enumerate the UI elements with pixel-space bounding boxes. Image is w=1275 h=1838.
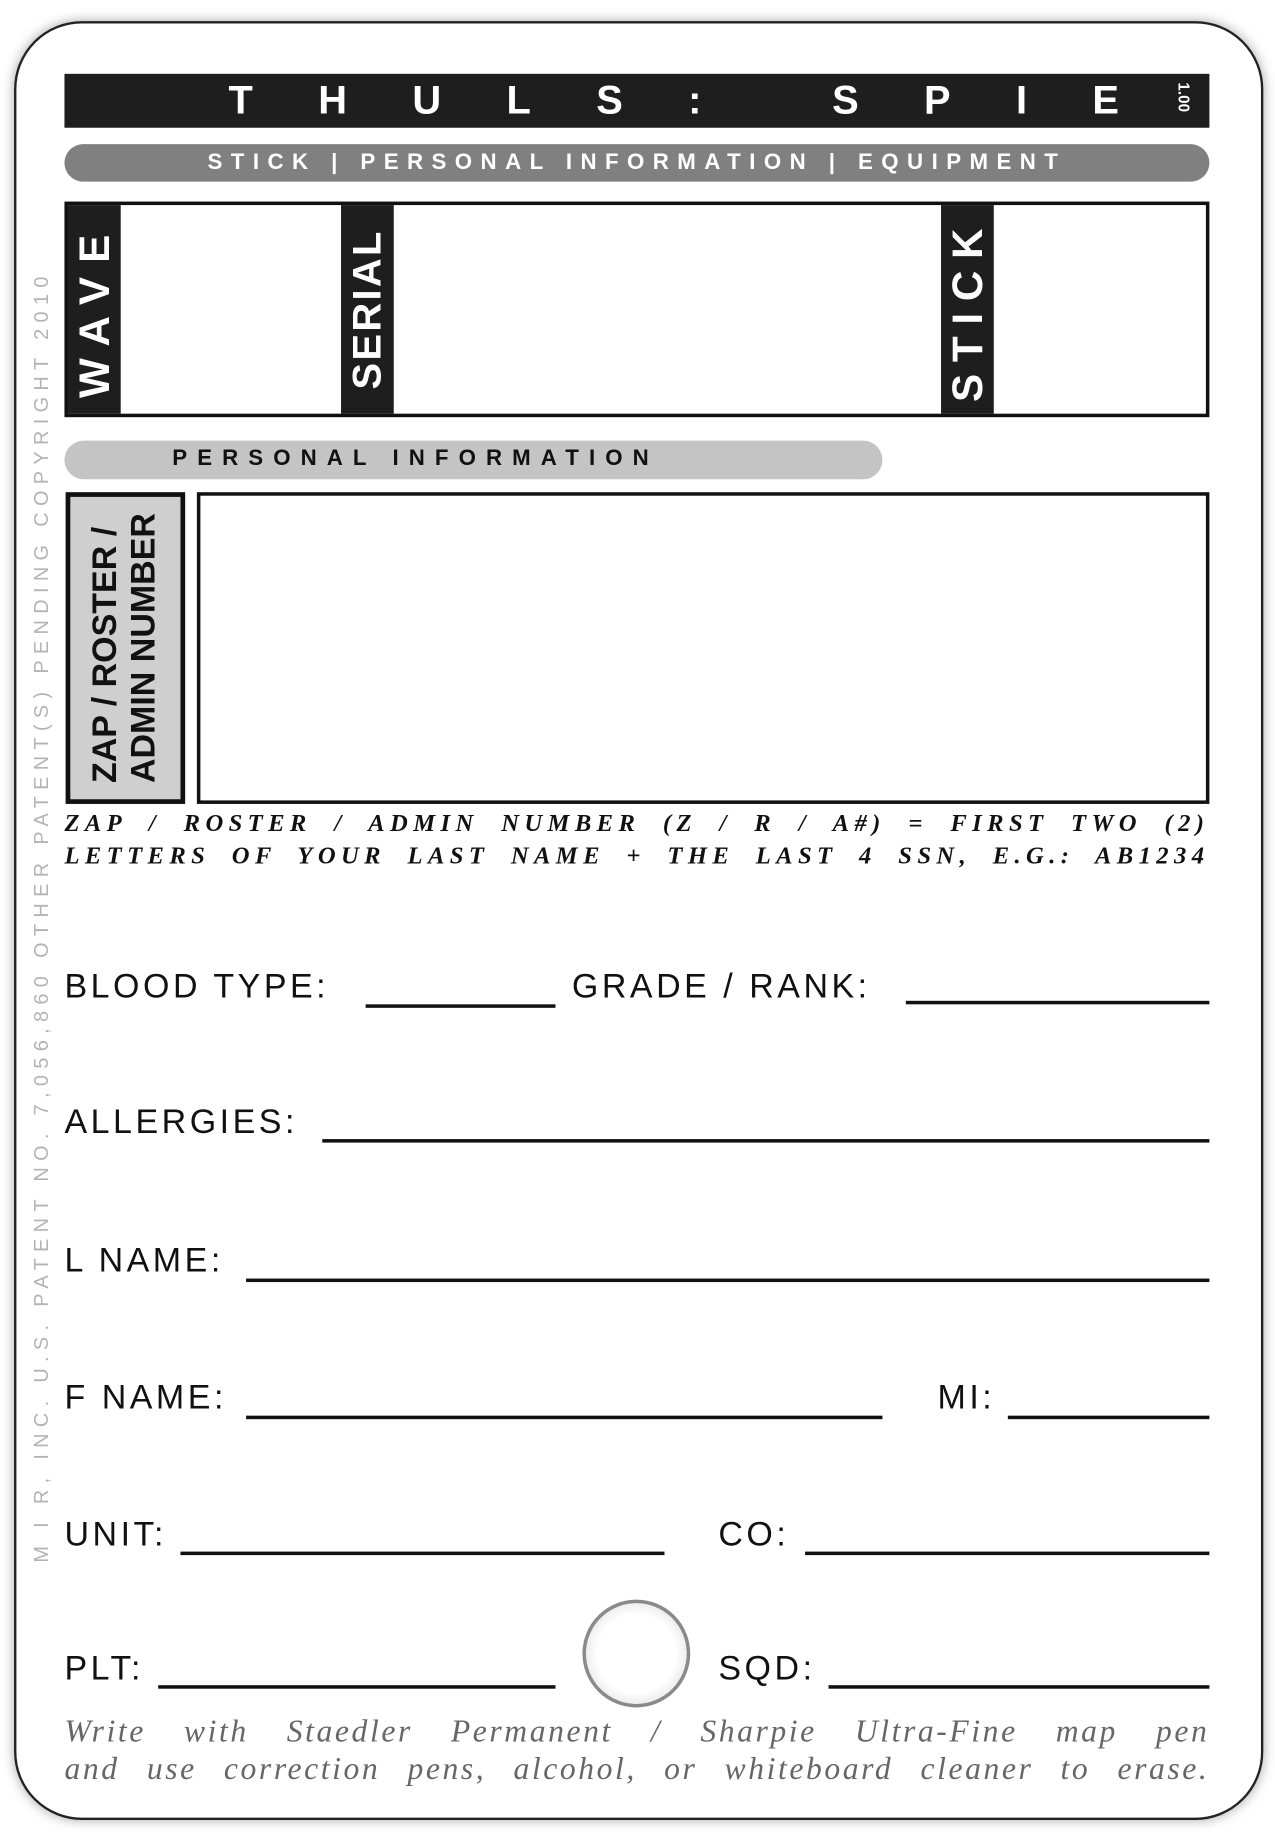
- title-bar: [64, 74, 1209, 128]
- wave-label-column: [68, 205, 121, 414]
- co-line[interactable]: [805, 1552, 1209, 1556]
- sqd-line[interactable]: [829, 1685, 1210, 1689]
- title-letter: L: [506, 78, 531, 124]
- allergies-label: ALLERGIES:: [64, 1103, 298, 1142]
- patent-copyright-text: M I R, INC. U.S. PATENT NO. 7,056,860 OTHER PATENT(S) PENDING COPYRIGHT 2010: [30, 270, 53, 1563]
- wave-label: WAVE: [69, 220, 118, 399]
- title-letter: U: [412, 78, 442, 124]
- title-letter: H: [318, 78, 348, 124]
- title-letter: S: [832, 78, 859, 124]
- grade-rank-label: GRADE / RANK:: [571, 967, 871, 1006]
- tag-hole: [582, 1600, 690, 1708]
- plt-label: PLT:: [64, 1650, 145, 1688]
- title-letter: E: [1092, 78, 1120, 124]
- l-name-line[interactable]: [246, 1279, 1209, 1283]
- grade-rank-line[interactable]: [906, 1001, 1210, 1005]
- zap-label-line: ADMIN NUMBER: [125, 513, 163, 784]
- serial-label: SERIAL: [344, 229, 390, 390]
- serial-label-column: [341, 205, 394, 414]
- stick-field[interactable]: [994, 205, 1206, 414]
- sqd-label: SQD:: [718, 1650, 816, 1688]
- title: [229, 79, 1120, 125]
- wave-field[interactable]: [121, 205, 341, 414]
- mi-line[interactable]: [1008, 1416, 1210, 1420]
- allergies-line[interactable]: [322, 1139, 1209, 1143]
- stick-label-column: [941, 205, 994, 414]
- l-name-label: L NAME:: [64, 1242, 224, 1280]
- zap-instructions-line: LETTERS OF YOUR LAST NAME + THE LAST 4 SSN, E.G.: AB1234: [64, 841, 1210, 870]
- equipment-box: [64, 202, 1209, 418]
- co-label: CO:: [718, 1516, 790, 1554]
- title-letter: S: [596, 78, 623, 124]
- zap-number-field[interactable]: [197, 492, 1210, 804]
- blood-type-line[interactable]: [366, 1004, 556, 1008]
- zap-label-line: ZAP / ROSTER /: [86, 526, 125, 784]
- unit-label: UNIT:: [64, 1516, 167, 1554]
- footer-instructions-line: and use correction pens, alcohol, or whiteboard cleaner to erase.: [64, 1750, 1210, 1786]
- version-label: 1.00: [1174, 82, 1193, 113]
- mi-label: MI:: [937, 1379, 996, 1417]
- stick-label: STICK: [942, 216, 991, 402]
- serial-field[interactable]: [394, 205, 941, 414]
- f-name-line[interactable]: [246, 1416, 882, 1420]
- personal-info-banner: PERSONAL INFORMATION: [64, 441, 882, 480]
- zap-label-box: [66, 492, 186, 804]
- footer-instructions-line: Write with Staedler Permanent / Sharpie Ultra-Fine map pen: [64, 1713, 1210, 1749]
- title-letter: P: [924, 78, 951, 124]
- title-letter: I: [1016, 78, 1028, 124]
- title-letter: T: [228, 78, 253, 124]
- title-letter: :: [688, 78, 702, 124]
- section-banner: STICK | PERSONAL INFORMATION | EQUIPMENT: [64, 144, 1209, 182]
- unit-line[interactable]: [180, 1552, 664, 1556]
- plt-line[interactable]: [158, 1685, 555, 1689]
- f-name-label: F NAME:: [64, 1379, 227, 1417]
- blood-type-label: BLOOD TYPE:: [64, 967, 330, 1006]
- zap-instructions-line: ZAP / ROSTER / ADMIN NUMBER (Z / R / A#) = FIRST TWO (2): [64, 808, 1210, 837]
